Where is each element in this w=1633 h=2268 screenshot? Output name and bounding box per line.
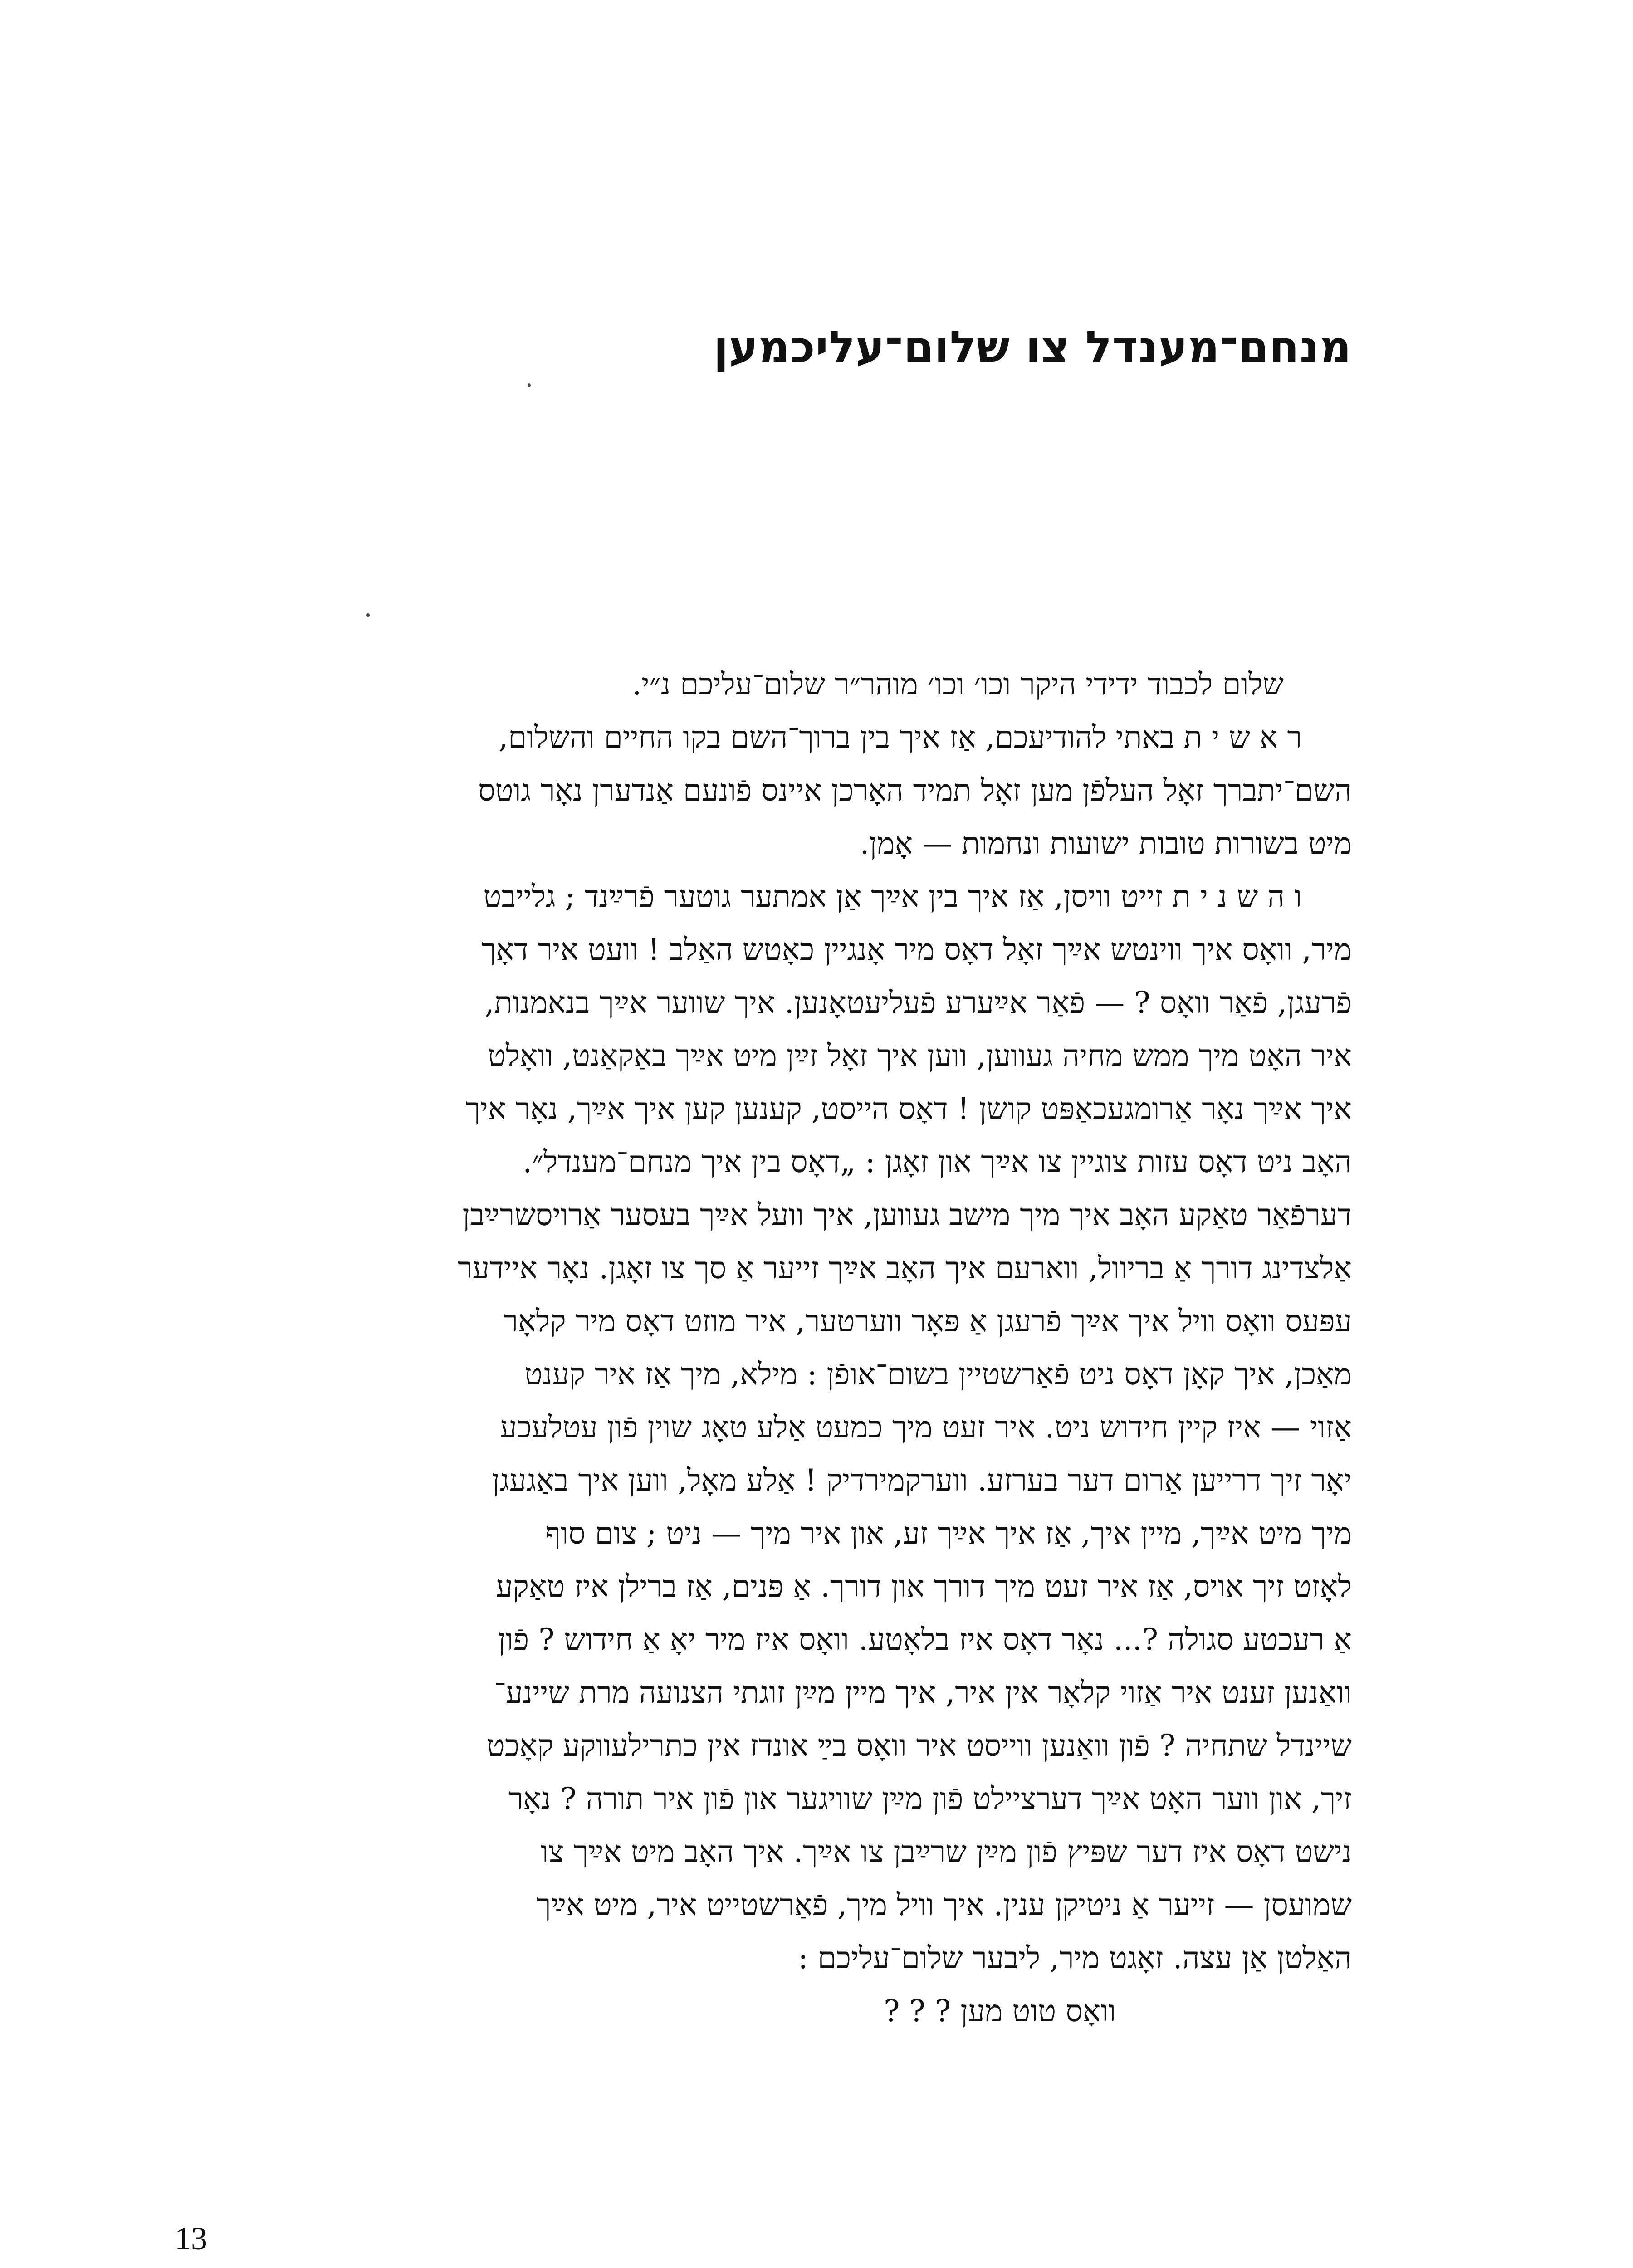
letter-body bbox=[227, 658, 1352, 2038]
text-line: האַלטן אַן עצה. זאָגט מיר, ליבער שלום־עליכם : bbox=[798, 1941, 1352, 1975]
text-line: נישט דאָס איז דער שפּיץ פֿון מײַן שרײַבן צו אײַך. איך האָב מיט אײַך צו bbox=[541, 1834, 1352, 1869]
text-line: האָב ניט דאָס עזות צוגיין צו אײַך און זאָגן : „דאָס בין איך מנחם־מענדל״. bbox=[523, 1144, 1352, 1179]
text-line: אַלצדינג דורך אַ בריוול, ווארעם איך האָב אײַך זייער אַ סך צו זאָגן. נאָר איידער bbox=[458, 1251, 1352, 1286]
text-line: איר האָט מיך ממש מחיה געווען, ווען איך זאָל זײַן מיט אײַך באַקאַנט, וואָלט bbox=[488, 1038, 1352, 1073]
text-line: וואַנען זענט איר אַזוי קלאָר אין איר, איך מיין מײַן זוגתי הצנועה מרת שיינע־ bbox=[494, 1675, 1352, 1710]
text-line: אַ רעכטע סגולה ?... נאָר דאָס איז בלאָטע. וואָס איז מיר יאָ אַ חידוש ? פֿון bbox=[498, 1622, 1352, 1657]
text-line: דערפֿאַר טאַקע האָב איך מיך מישב געווען, איך וועל אײַך בעסער אַרויסשרײַבן bbox=[462, 1198, 1352, 1232]
text-line: זיך, און ווער האָט אײַך דערציילט פֿון מײַן שוויגער און פֿון איר תורה ? נאָר bbox=[508, 1781, 1352, 1816]
text-line: יאָר זיך דרייען אַרום דער בערזע. ווערקמירדיק ! אַלע מאָל, ווען איך באַגעגן bbox=[492, 1463, 1352, 1498]
text-line: שמועסן — זייער אַ ניטיקן ענין. איך וויל מיך, פֿאַרשטייט איר, מיט אײַך bbox=[536, 1887, 1352, 1922]
text-line: עפּעס וואָס וויל איך אײַך פֿרעגן אַ פּאָר ווערטער, איר מוזט דאָס מיר קלאָר bbox=[503, 1304, 1352, 1339]
text-line: מיר, וואָס איך ווינטש אײַך זאָל דאָס מיר אָנגיין כאָטש האַלב ! וועט איר דאָך bbox=[481, 932, 1352, 967]
page-number: 13 bbox=[175, 2220, 207, 2257]
text-line: מאַכן, איך קאָן דאָס ניט פֿאַרשטיין בשום־אופֿן : מילא, מיך אַז איר קענט bbox=[524, 1357, 1352, 1392]
text-line: ר א ש י ת באתי להודיעכם, אַז איך בין ברוך־השם בקו החיים והשלום, bbox=[499, 720, 1302, 755]
closing-line: וואָס טוט מען ? ? ? bbox=[884, 1994, 1116, 2028]
text-line: השם־יתברך זאָל העלפֿן מען זאָל תמיד האָרכן איינס פֿונעם אַנדערן נאָר גוטס bbox=[478, 773, 1352, 808]
text-line: ו ה ש נ י ת זייט וויסן, אַז איך בין אײַך אַן אמתער גוטער פֿרײַנד ; גלייבט bbox=[483, 879, 1302, 914]
ink-speck bbox=[366, 613, 370, 617]
text-line: מיך מיט אײַך, מיין איך, אַז איך אײַך זע, און איר מיך — ניט ; צום סוף bbox=[545, 1516, 1352, 1551]
text-line: מיט בשורות טובות ישועות ונחמות — אָמן. bbox=[860, 826, 1352, 861]
salutation-line: שלום לכבוד ידידי היקר וכו׳ וכו׳ מוהר״ר שלום־עליכם נ״י. bbox=[632, 667, 1284, 702]
ink-speck bbox=[528, 383, 531, 387]
text-line: לאָזט זיך אויס, אַז איר זעט מיך דורך און דורך. אַ פּנים, אַז ברילן איז טאַקע bbox=[496, 1569, 1352, 1604]
text-line: פֿרעגן, פֿאַר וואָס ? — פֿאַר אײַערע פֿעליעטאָנען. איך שווער אײַך בנאמנות, bbox=[484, 985, 1352, 1020]
text-line: איך אײַך נאָר אַרומגעכאַפּט קושן ! דאָס הייסט, קענען קען איך אײַך, נאָר איך bbox=[465, 1091, 1352, 1126]
text-line: שיינדל שתחיה ? פֿון וואַנען ווייסט איר וואָס בײַ אונדז אין כתרילעווקע קאָכט bbox=[486, 1728, 1352, 1763]
page-title: מנחם־מענדל צו שלום־עליכמען bbox=[713, 322, 1352, 372]
text-line: אַזוי — איז קיין חידוש ניט. איר זעט מיך כמעט אַלע טאָג שוין פֿון עטלעכע bbox=[500, 1410, 1352, 1445]
